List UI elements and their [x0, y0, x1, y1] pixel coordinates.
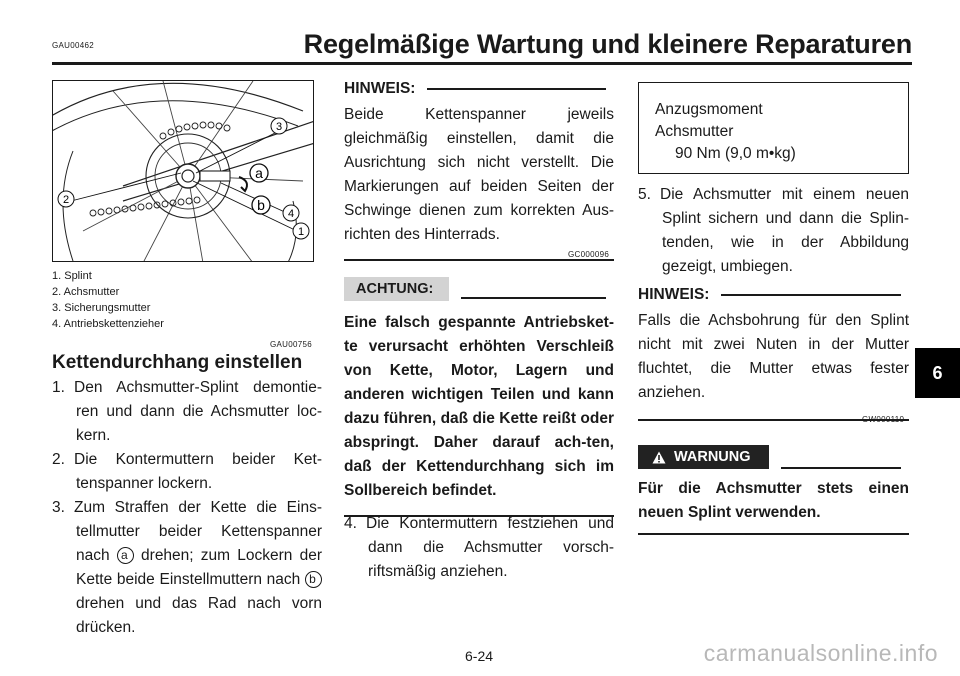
divider — [638, 533, 909, 535]
legend-item: 4. Antriebskettenzieher — [52, 318, 164, 330]
heading-rule — [721, 294, 901, 296]
header-rule — [52, 62, 912, 65]
hinweis-label: HINWEIS: — [638, 286, 710, 303]
section-title: Kettendurchhang einstellen — [52, 352, 303, 373]
marker-b-label: b — [257, 197, 265, 213]
warnung-notice — [638, 445, 909, 535]
list-item — [344, 512, 614, 584]
torque-part: Achsmutter — [655, 123, 734, 140]
list-item — [52, 376, 322, 448]
header-doc-code: GAU00462 — [52, 41, 94, 50]
callout-4 — [283, 205, 299, 221]
step-4-list — [344, 512, 614, 584]
callout-1 — [293, 223, 309, 239]
marker-a-inline: a — [117, 547, 134, 564]
warnung-code: GW000110 — [862, 415, 905, 424]
step-number: 5. — [638, 186, 651, 203]
wheel-drawing — [53, 81, 314, 262]
watermark: carmanualsonline.info — [703, 640, 938, 666]
step-text: Die Kontermuttern beider Ket-tenspanner lockern. — [74, 451, 322, 492]
hinweis-text: Beide Kettenspanner jeweils gleichmäßig einstellen, damit die Ausrichtung sich nicht verstellt. Die Markierungen auf beiden Seiten der Schwinge dienen zum korrekten Aus-richten des Hinterrads. — [344, 106, 614, 243]
hinweis-text: Falls die Achsbohrung für den Splint nicht mit zwei Nuten in der Mutter fluchtet, die Mutter etwas fester anziehen. — [638, 312, 909, 401]
list-item — [638, 183, 909, 279]
figure-legend — [52, 268, 164, 332]
steps-list — [52, 376, 322, 640]
legend-item: 2. Achsmutter — [52, 286, 120, 298]
step-number: 4. — [344, 515, 357, 532]
step-text: Die Kontermuttern festziehen und dann die Achsmutter vorsch-riftsmäßig anziehen. — [366, 515, 614, 580]
heading-rule — [781, 467, 901, 469]
marker-a — [250, 164, 268, 182]
heading-rule — [461, 297, 606, 299]
callout-2 — [58, 191, 74, 207]
achtung-notice — [344, 277, 614, 517]
page-number: 6-24 — [465, 648, 494, 664]
legend-item: 1. Splint — [52, 270, 92, 282]
list-item — [52, 448, 322, 496]
achtung-text: Eine falsch gespannte Antriebsket-te verursacht erhöhten Verschleiß von Kette, Motor, Lagern und anderen wichtigen Teilen und kann dazu führen, daß die Kette reißt oder abspringt. Daher darauf ach-ten, daß der Kettendurchhang sich im Sollbereich befindet. — [344, 314, 614, 499]
divider — [344, 259, 614, 261]
torque-spec-box — [638, 82, 909, 174]
step-number: 2. — [52, 451, 65, 468]
marker-b — [252, 196, 270, 214]
step-number: 1. — [52, 379, 65, 396]
step-text-part: drehen; zum Lockern der Kette beide Einstellmuttern nach — [76, 547, 323, 588]
step-5-list — [638, 183, 909, 279]
step-text: Die Achsmutter mit einem neuen Splint sichern und dann die Splin-tenden, wie in der Abbildung gezeigt, umbiegen. — [660, 186, 909, 275]
warnung-text: Für die Achsmutter stets einen neuen Splint verwenden. — [638, 480, 909, 521]
hinweis-note-2 — [638, 286, 909, 421]
step-text — [76, 496, 322, 640]
step-text-part: drehen und das Rad nach vorn drücken. — [76, 595, 322, 636]
hinweis-label: HINWEIS: — [344, 80, 416, 97]
achtung-badge: ACHTUNG: — [344, 277, 449, 301]
section-code: GAU00756 — [270, 340, 312, 349]
step-text: Den Achsmutter-Splint demontie-ren und dann die Achsmutter loc-kern. — [74, 379, 322, 444]
callout-3-label: 3 — [275, 121, 283, 133]
warning-triangle-icon — [652, 451, 666, 464]
heading-rule — [427, 88, 606, 90]
warnung-label: WARNUNG — [674, 449, 751, 465]
step-text-part: Zum Straffen der Kette die Eins-tellmutter beider Kettenspanner nach — [74, 499, 322, 564]
callout-2-label: 2 — [62, 194, 70, 206]
chain-adjuster-illustration — [52, 80, 314, 262]
hinweis-note-1 — [344, 80, 614, 261]
warnung-badge — [638, 445, 769, 469]
step-number: 3. — [52, 499, 65, 516]
marker-b-inline: b — [305, 571, 322, 588]
achtung-code: GC000096 — [568, 250, 610, 259]
callout-1-label: 1 — [297, 226, 305, 238]
torque-label: Anzugsmoment — [655, 101, 763, 118]
callout-3 — [271, 118, 287, 134]
torque-value: 90 Nm (9,0 m•kg) — [675, 145, 796, 162]
page-title: Regelmäßige Wartung und kleinere Reparaturen — [303, 29, 912, 59]
legend-item: 3. Sicherungsmutter — [52, 302, 151, 314]
marker-a-label: a — [255, 165, 263, 181]
chapter-tab: 6 — [915, 348, 960, 398]
list-item — [52, 496, 322, 640]
callout-4-label: 4 — [287, 208, 295, 220]
